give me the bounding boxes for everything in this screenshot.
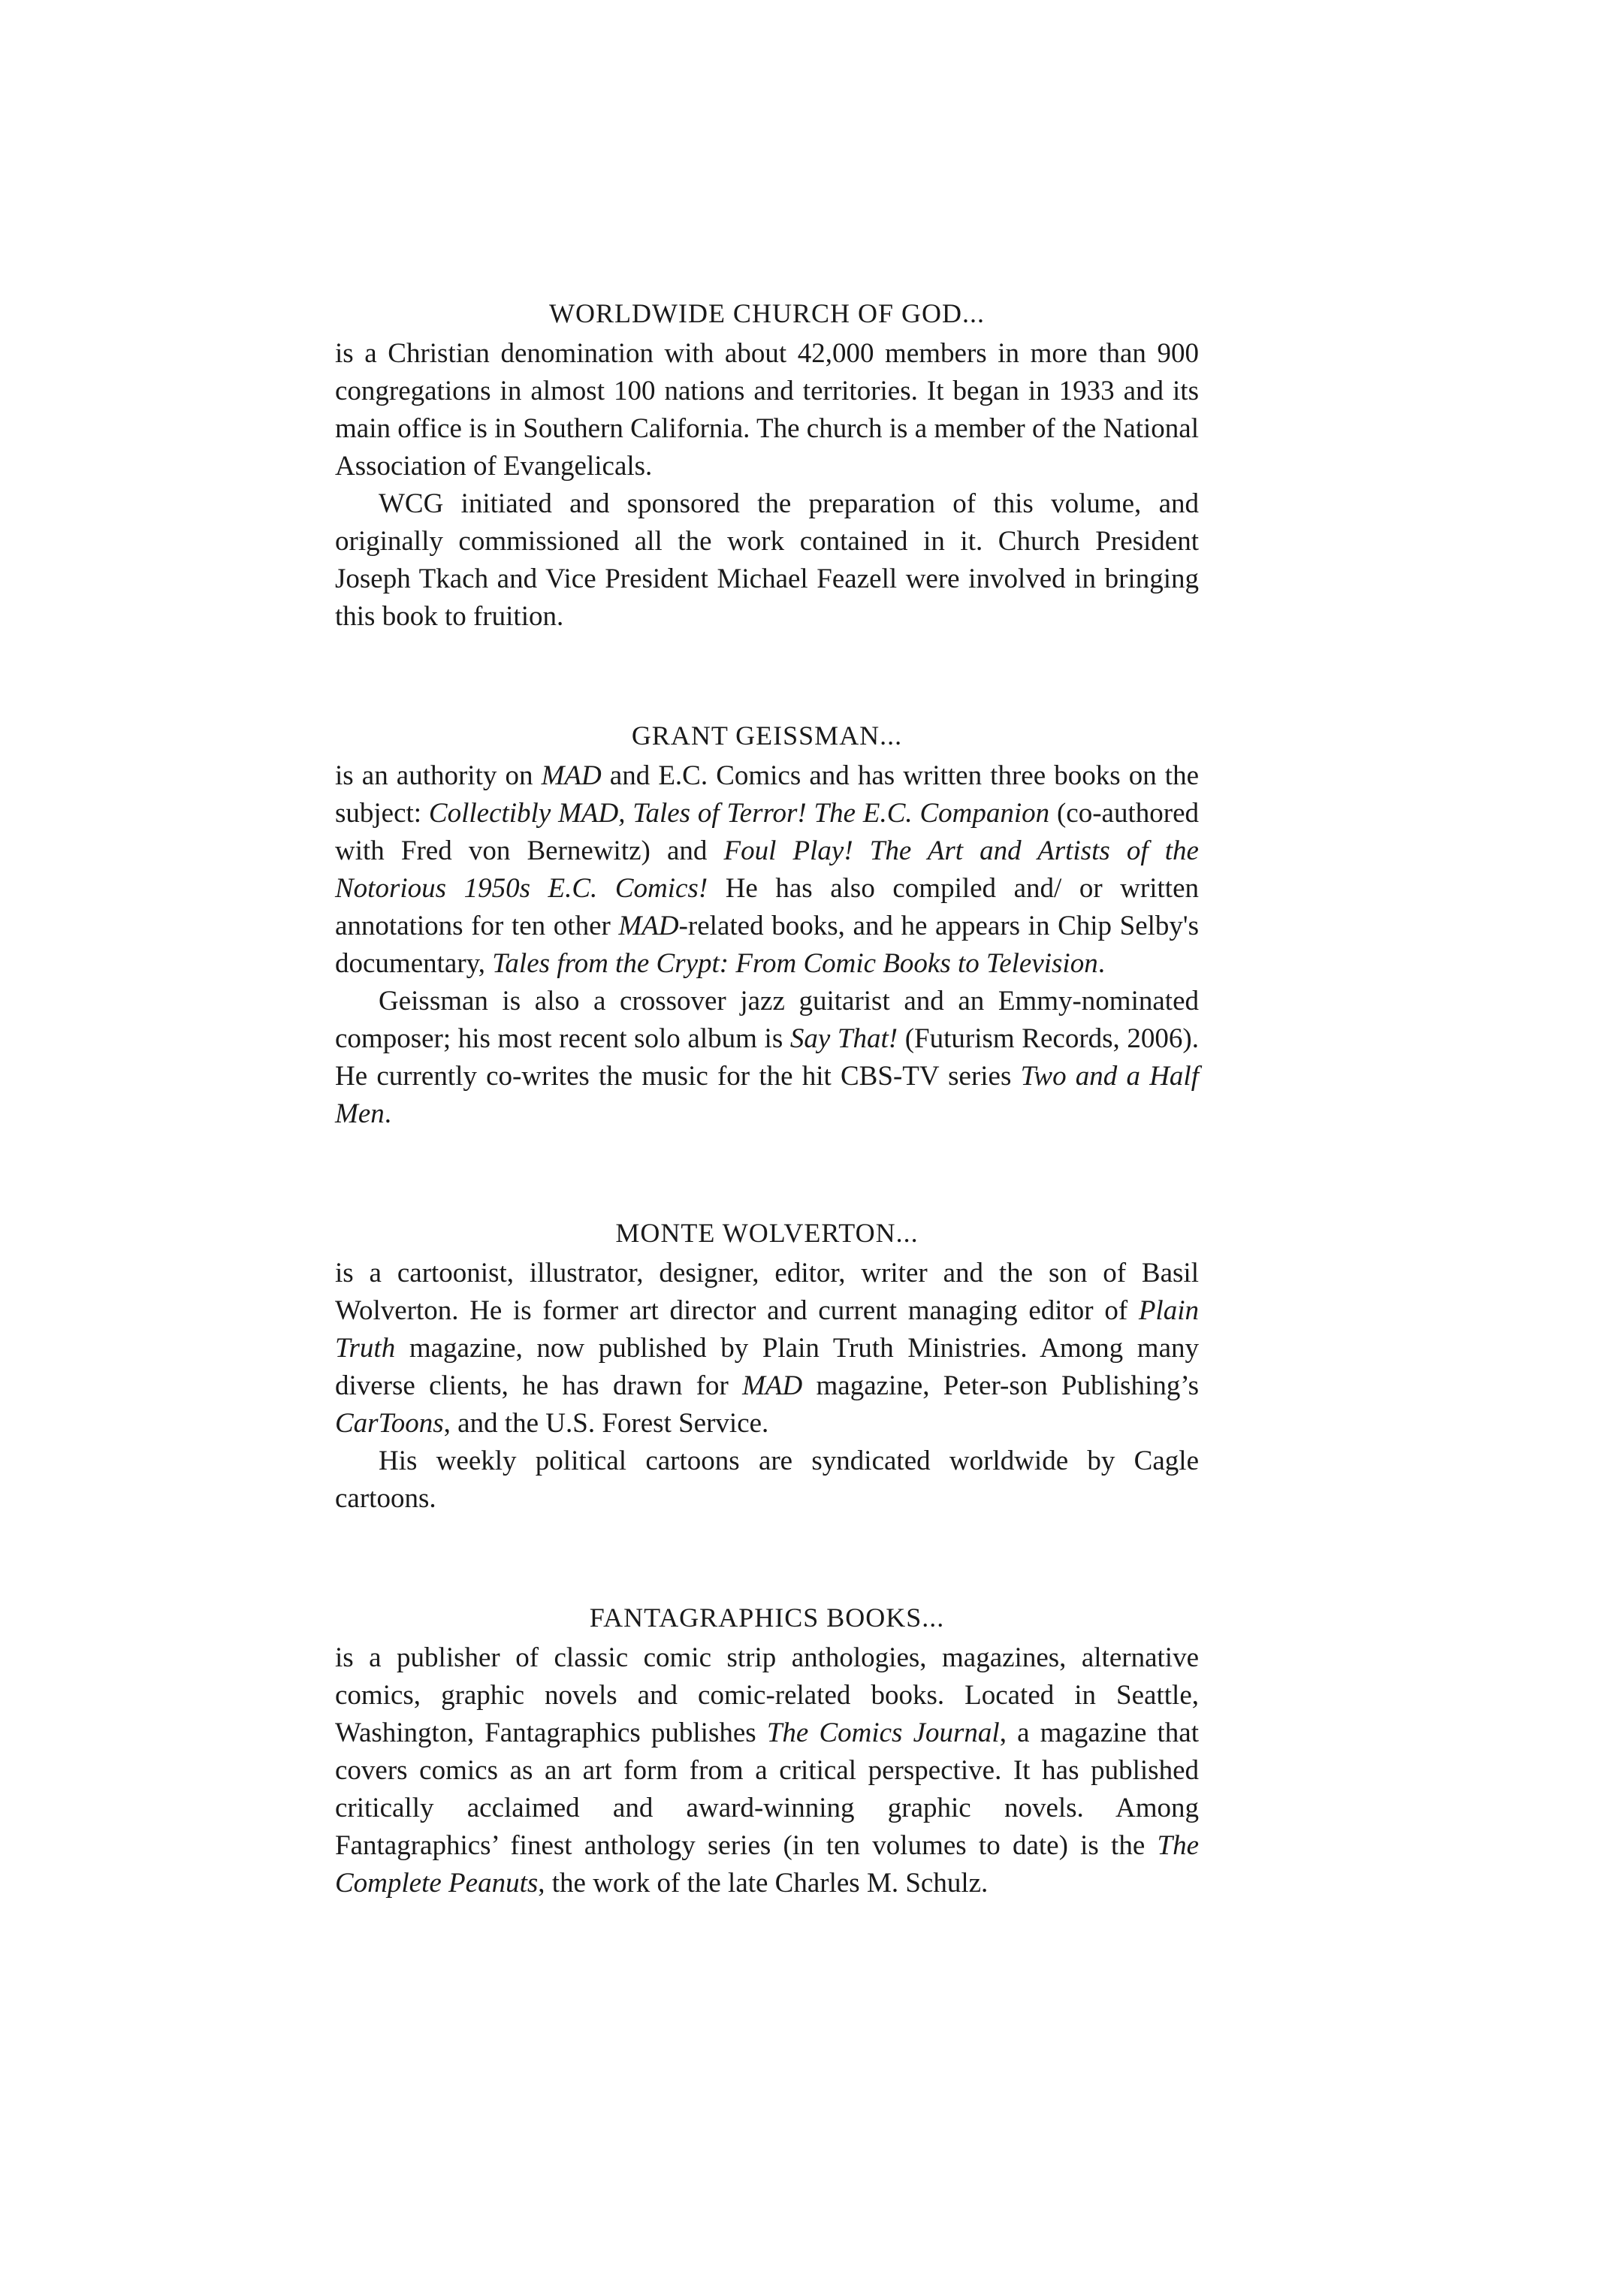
text-run: and E.C. Comics and has written three books on the subject: [335,760,1200,829]
italic-title: MAD [618,911,679,941]
italic-title: CarToons [335,1408,444,1439]
entry-grant-geissman [335,717,1199,1133]
italic-title: Collectibly MAD, Tales of Terror! The E.C. Companion [428,798,1050,829]
italic-title: Two and a Half Men [335,1061,1199,1129]
entry-heading: FANTAGRAPHICS BOOKS... [589,1603,945,1633]
entry-heading: GRANT GEISSMAN... [631,721,903,751]
text-run: WCG initiated and sponsored the preparation of this volume, and originally commissioned all the work contained in it. Church President Joseph Tkach and Vice President Michael Feazell were involved in bringing this book to fruition. [335,488,1199,632]
text-run: He has also compiled and/ or written annotations for ten other [335,873,1199,941]
entry-paragraph [335,335,1199,485]
entry-paragraph [335,757,1199,983]
text-run: is a publisher of classic comic strip anthologies, magazines, alternative comics, graphic novels and comic-related books. Located in Seattle, Washington, Fantagraphics publishes [335,1642,1199,1748]
text-run: , a magazine that covers comics as an art form from a critical perspective. It has published critically acclaimed and award-winning graphic novels. Among Fantagraphics’ finest anthology series (in ten volumes to date) is the [335,1717,1200,1861]
italic-title: Plain Truth [335,1295,1199,1364]
italic-title: Foul Play! The Art and Artists of the Notorious 1950s E.C. Comics! [335,835,1199,904]
text-run: (Futurism Records, 2006). He currently co-writes the music for the hit CBS-TV series [335,1023,1199,1092]
italic-title: Tales from the Crypt: From Comic Books to Television [492,948,1098,979]
entry-worldwide-church-of-god [335,295,1199,636]
entry-paragraph [335,1639,1199,1902]
text-run: is an authority on [335,760,542,791]
text-run: . [384,1098,391,1129]
text-run: -related books, and he appears in Chip Selby's documentary, [335,911,1199,979]
page-content [335,295,1199,1902]
entry-heading: WORLDWIDE CHURCH OF GOD... [549,298,985,328]
text-run: , and the U.S. Forest Service. [443,1408,769,1439]
text-run: is a cartoonist, illustrator, designer, editor, writer and the son of Basil Wolverton. He is former art director and current managing editor of [335,1258,1199,1326]
entry-paragraph [335,1255,1199,1443]
italic-title: The Complete Peanuts [335,1830,1199,1899]
entry-heading: MONTE WOLVERTON... [615,1218,919,1248]
italic-title: MAD [742,1370,803,1401]
text-run: . [1097,948,1105,979]
text-run: magazine, now published by Plain Truth Ministries. Among many diverse clients, he has drawn for [335,1333,1199,1401]
entry-fantagraphics-books [335,1599,1199,1902]
entry-paragraph [335,1443,1199,1518]
text-run: magazine, Peter-son Publishing’s [802,1370,1200,1401]
entry-monte-wolverton [335,1214,1199,1518]
text-run: (co-authored with Fred von Bernewitz) and [335,798,1199,866]
italic-title: The Comics Journal [766,1717,1000,1748]
italic-title: MAD [541,760,602,791]
text-run: , the work of the late Charles M. Schulz. [538,1868,989,1899]
text-run: Geissman is also a crossover jazz guitarist and an Emmy-nominated composer; his most recent solo album is [335,986,1199,1054]
entry-paragraph [335,983,1199,1133]
entry-paragraph [335,485,1199,636]
text-run: is a Christian denomination with about 42,000 members in more than 900 congregations in almost 100 nations and territories. It began in 1933 and its main office is in Southern California. The church is a member of the National Association of Evangelicals. [335,338,1199,482]
italic-title: Say That! [789,1023,898,1054]
text-run: His weekly political cartoons are syndicated worldwide by Cagle cartoons. [335,1446,1199,1514]
